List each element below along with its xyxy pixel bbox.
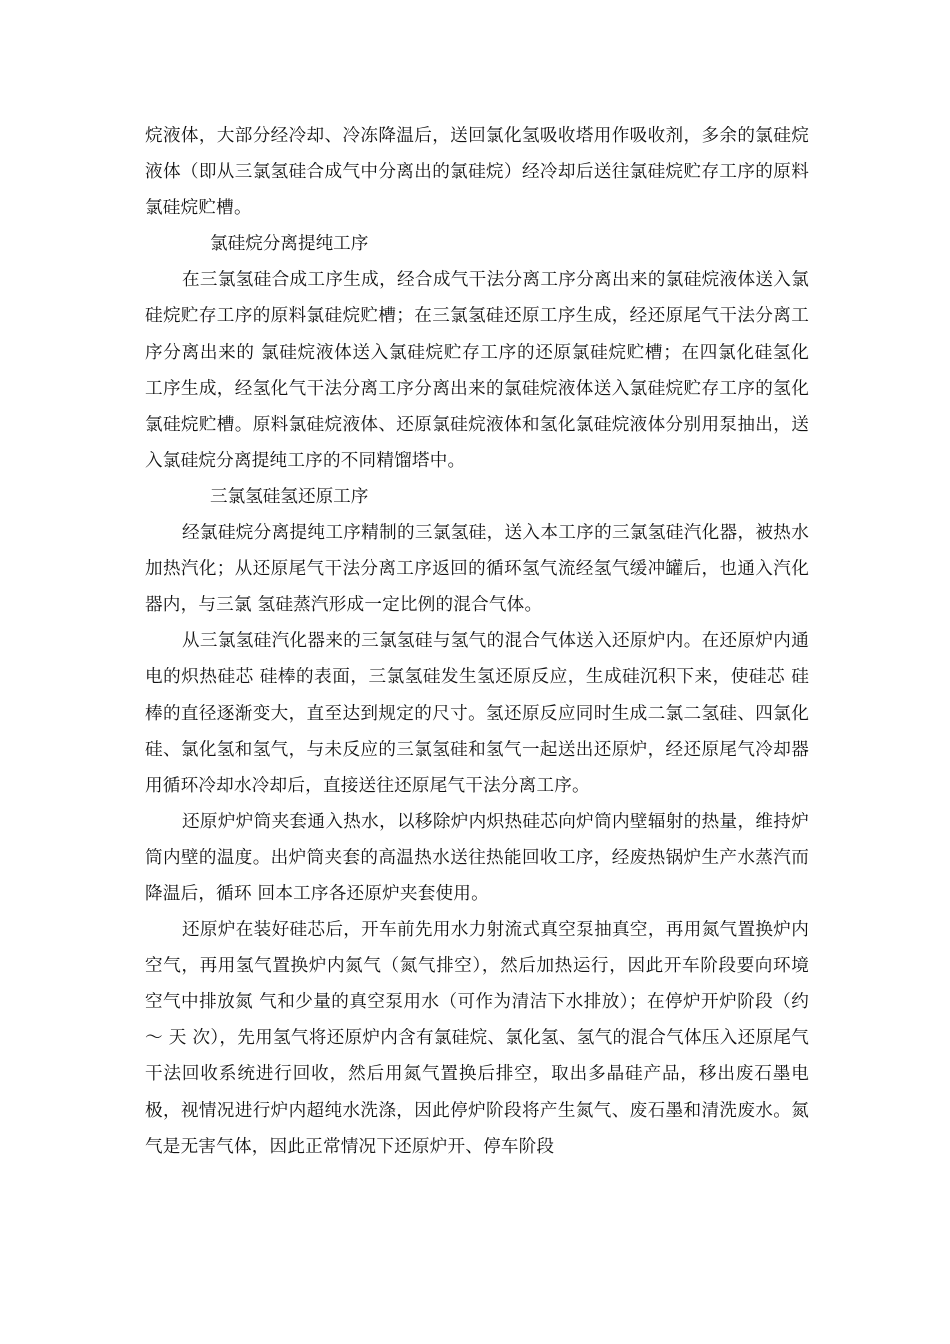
document-page	[145, 118, 809, 1165]
section-heading-separation: 氯硅烷分离提纯工序	[210, 234, 369, 255]
section-heading-reduction: 三氯氢硅氢还原工序	[210, 486, 369, 507]
paragraph-4: 从三氯氢硅汽化器来的三氯氢硅与氢气的混合气体送入还原炉内。在还原炉内通电的炽热硅芯 硅棒的表面，三氯氢硅发生氢还原反应，生成硅沉积下来，使硅芯 硅棒的直径逐渐变大，直至达到规定的尺寸。氢还原反应同时生成二氯二氢硅、四氯化硅、氯化氢和氢气，与未反应的三氯氢硅和氢气一起送出还原炉，经还原尾气冷却器用循环冷却水冷却后，直接送往还原尾气干法分离工序。	[145, 631, 809, 796]
paragraph-5: 还原炉炉筒夹套通入热水，以移除炉内炽热硅芯向炉筒内壁辐射的热量，维持炉筒内壁的温度。出炉筒夹套的高温热水送往热能回收工序，经废热锅炉生产水蒸汽而降温后，循环 回本工序各还原炉夹套使用。	[145, 811, 809, 904]
paragraph-1: 烷液体，大部分经冷却、冷冻降温后，送回氯化氢吸收塔用作吸收剂，多余的氯硅烷液体（即从三氯氢硅合成气中分离出的氯硅烷）经冷却后送往氯硅烷贮存工序的原料氯硅烷贮槽。	[145, 126, 809, 219]
paragraph-2: 在三氯氢硅合成工序生成，经合成气干法分离工序分离出来的氯硅烷液体送入氯硅烷贮存工序的原料氯硅烷贮槽；在三氯氢硅还原工序生成，经还原尾气干法分离工序分离出来的 氯硅烷液体送入氯硅烷贮存工序的还原氯硅烷贮槽；在四氯化硅氢化工序生成，经氢化气干法分离工序分离出来的氯硅烷液体送入氯硅烷贮存工序的氢化氯硅烷贮槽。原料氯硅烷液体、还原氯硅烷液体和氢化氯硅烷液体分别用泵抽出，送入氯硅烷分离提纯工序的不同精馏塔中。	[145, 270, 809, 471]
paragraph-3: 经氯硅烷分离提纯工序精制的三氯氢硅，送入本工序的三氯氢硅汽化器，被热水加热汽化；从还原尾气干法分离工序返回的循环氢气流经氢气缓冲罐后，也通入汽化器内，与三氯 氢硅蒸汽形成一定比例的混合气体。	[145, 523, 809, 616]
paragraph-6: 还原炉在装好硅芯后，开车前先用水力射流式真空泵抽真空，再用氮气置换炉内空气，再用氢气置换炉内氮气（氮气排空），然后加热运行，因此开车阶段要向环境空气中排放氮 气和少量的真空泵用水（可作为清洁下水排放）；在停炉开炉阶段（约 ～ 天 次），先用氢气将还原炉内含有氯硅烷、氯化氢、氢气的混合气体压入还原尾气干法回收系统进行回收，然后用氮气置换后排空，取出多晶硅产品，移出废石墨电极，视情况进行炉内超纯水洗涤，因此停炉阶段将产生氮气、废石墨和清洗废水。氮气是无害气体，因此正常情况下还原炉开、停车阶段	[145, 920, 809, 1157]
